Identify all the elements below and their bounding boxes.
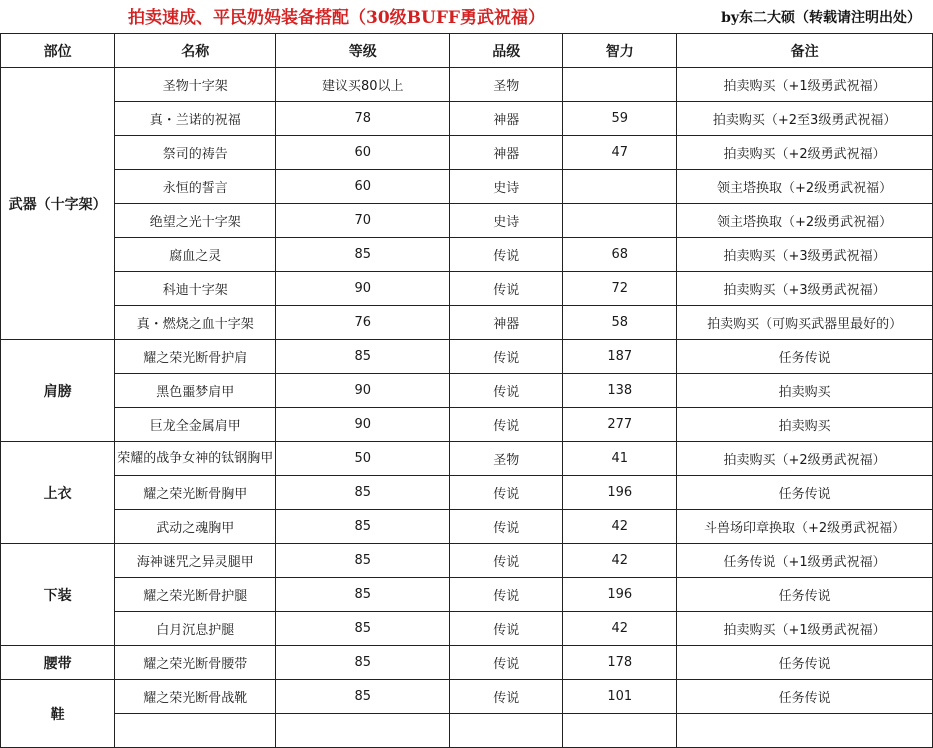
header-level: 等级 (276, 34, 450, 68)
intelligence-cell: 72 (563, 272, 677, 306)
level-cell (276, 714, 450, 748)
equipment-table (0, 33, 933, 748)
intelligence-cell: 68 (563, 238, 677, 272)
grade-cell: 传说 (450, 680, 563, 714)
note-cell: 拍卖购买 (677, 374, 933, 408)
note-cell: 拍卖购买（+1级勇武祝福） (677, 612, 933, 646)
grade-cell: 神器 (450, 306, 563, 340)
page-title: 拍卖速成、平民奶妈装备搭配（30级BUFF勇武祝福） (128, 8, 545, 28)
author-credit: by东二大硕（转载请注明出处） (721, 10, 921, 26)
table-row (1, 272, 933, 306)
grade-cell: 传说 (450, 578, 563, 612)
level-cell: 50 (276, 442, 450, 476)
level-cell: 85 (276, 340, 450, 374)
level-cell: 90 (276, 374, 450, 408)
intelligence-cell: 187 (563, 340, 677, 374)
table-row (1, 374, 933, 408)
level-cell: 建议买80以上 (276, 68, 450, 102)
level-cell: 78 (276, 102, 450, 136)
note-cell: 拍卖购买（可购买武器里最好的） (677, 306, 933, 340)
level-cell: 85 (276, 510, 450, 544)
grade-cell: 神器 (450, 136, 563, 170)
item-name-cell: 耀之荣光断骨护腿 (115, 578, 276, 612)
item-name-cell: 祭司的祷告 (115, 136, 276, 170)
table-row (1, 306, 933, 340)
category-cell: 上衣 (1, 442, 115, 544)
grade-cell: 传说 (450, 544, 563, 578)
level-cell: 85 (276, 476, 450, 510)
header-grade: 品级 (450, 34, 563, 68)
item-name-cell: 黑色噩梦肩甲 (115, 374, 276, 408)
grade-cell: 传说 (450, 340, 563, 374)
item-name-cell: 真・兰诺的祝福 (115, 102, 276, 136)
note-cell: 任务传说 (677, 646, 933, 680)
intelligence-cell (563, 714, 677, 748)
intelligence-cell: 196 (563, 476, 677, 510)
grade-cell: 史诗 (450, 204, 563, 238)
note-cell: 拍卖购买（+3级勇武祝福） (677, 238, 933, 272)
grade-cell: 传说 (450, 612, 563, 646)
intelligence-cell: 101 (563, 680, 677, 714)
item-name-cell: 海神谜咒之异灵腿甲 (115, 544, 276, 578)
grade-cell: 传说 (450, 374, 563, 408)
note-cell: 任务传说 (677, 578, 933, 612)
level-cell: 85 (276, 646, 450, 680)
level-cell: 85 (276, 238, 450, 272)
table-row (1, 714, 933, 748)
table-row (1, 340, 933, 374)
item-name-cell: 武动之魂胸甲 (115, 510, 276, 544)
grade-cell: 传说 (450, 476, 563, 510)
note-cell: 任务传说 (677, 340, 933, 374)
note-cell (677, 714, 933, 748)
grade-cell: 圣物 (450, 442, 563, 476)
note-cell: 拍卖购买（+1级勇武祝福） (677, 68, 933, 102)
intelligence-cell: 196 (563, 578, 677, 612)
item-name-cell: 圣物十字架 (115, 68, 276, 102)
item-name-cell: 巨龙全金属肩甲 (115, 408, 276, 442)
note-cell: 拍卖购买（+2级勇武祝福） (677, 136, 933, 170)
grade-cell (450, 714, 563, 748)
table-row (1, 408, 933, 442)
category-cell: 下装 (1, 544, 115, 646)
note-cell: 领主塔换取（+2级勇武祝福） (677, 170, 933, 204)
table-row (1, 68, 933, 102)
item-name-cell: 荣耀的战争女神的钛钢胸甲 (115, 442, 276, 476)
table-body (1, 68, 933, 748)
table-row (1, 476, 933, 510)
level-cell: 85 (276, 612, 450, 646)
item-name-cell: 永恒的誓言 (115, 170, 276, 204)
level-cell: 85 (276, 578, 450, 612)
level-cell: 70 (276, 204, 450, 238)
category-cell: 武器（十字架） (1, 68, 115, 340)
title-bar (0, 0, 933, 33)
category-cell: 鞋 (1, 680, 115, 748)
note-cell: 拍卖购买 (677, 408, 933, 442)
table-row (1, 442, 933, 476)
table-row (1, 204, 933, 238)
intelligence-cell: 277 (563, 408, 677, 442)
intelligence-cell (563, 204, 677, 238)
intelligence-cell: 59 (563, 102, 677, 136)
item-name-cell: 白月沉息护腿 (115, 612, 276, 646)
item-name-cell: 腐血之灵 (115, 238, 276, 272)
grade-cell: 传说 (450, 272, 563, 306)
intelligence-cell: 47 (563, 136, 677, 170)
header-note: 备注 (677, 34, 933, 68)
level-cell: 90 (276, 408, 450, 442)
table-header-row (1, 34, 933, 68)
intelligence-cell: 58 (563, 306, 677, 340)
item-name-cell: 绝望之光十字架 (115, 204, 276, 238)
note-cell: 任务传说 (677, 476, 933, 510)
level-cell: 85 (276, 680, 450, 714)
table-row (1, 680, 933, 714)
note-cell: 斗兽场印章换取（+2级勇武祝福） (677, 510, 933, 544)
note-cell: 拍卖购买（+3级勇武祝福） (677, 272, 933, 306)
grade-cell: 传说 (450, 510, 563, 544)
level-cell: 76 (276, 306, 450, 340)
note-cell: 任务传说 (677, 680, 933, 714)
grade-cell: 史诗 (450, 170, 563, 204)
grade-cell: 传说 (450, 238, 563, 272)
note-cell: 拍卖购买（+2级勇武祝福） (677, 442, 933, 476)
intelligence-cell: 42 (563, 612, 677, 646)
item-name-cell: 真・燃烧之血十字架 (115, 306, 276, 340)
table-row (1, 578, 933, 612)
table-row (1, 544, 933, 578)
intelligence-cell: 41 (563, 442, 677, 476)
intelligence-cell: 138 (563, 374, 677, 408)
item-name-cell: 耀之荣光断骨胸甲 (115, 476, 276, 510)
header-intelligence: 智力 (563, 34, 677, 68)
table-row (1, 136, 933, 170)
grade-cell: 传说 (450, 408, 563, 442)
item-name-cell: 科迪十字架 (115, 272, 276, 306)
note-cell: 拍卖购买（+2至3级勇武祝福） (677, 102, 933, 136)
grade-cell: 传说 (450, 646, 563, 680)
grade-cell: 圣物 (450, 68, 563, 102)
item-name-cell: 耀之荣光断骨战靴 (115, 680, 276, 714)
item-name-cell: 耀之荣光断骨腰带 (115, 646, 276, 680)
level-cell: 60 (276, 170, 450, 204)
table-row (1, 510, 933, 544)
header-name: 名称 (115, 34, 276, 68)
grade-cell: 神器 (450, 102, 563, 136)
table-row (1, 238, 933, 272)
header-part: 部位 (1, 34, 115, 68)
category-cell: 肩膀 (1, 340, 115, 442)
intelligence-cell (563, 68, 677, 102)
note-cell: 任务传说（+1级勇武祝福） (677, 544, 933, 578)
level-cell: 60 (276, 136, 450, 170)
level-cell: 90 (276, 272, 450, 306)
intelligence-cell: 42 (563, 510, 677, 544)
level-cell: 85 (276, 544, 450, 578)
intelligence-cell (563, 170, 677, 204)
table-row (1, 612, 933, 646)
note-cell: 领主塔换取（+2级勇武祝福） (677, 204, 933, 238)
table-row (1, 170, 933, 204)
item-name-cell: 耀之荣光断骨护肩 (115, 340, 276, 374)
item-name-cell (115, 714, 276, 748)
table-row (1, 646, 933, 680)
intelligence-cell: 178 (563, 646, 677, 680)
category-cell: 腰带 (1, 646, 115, 680)
intelligence-cell: 42 (563, 544, 677, 578)
table-row (1, 102, 933, 136)
